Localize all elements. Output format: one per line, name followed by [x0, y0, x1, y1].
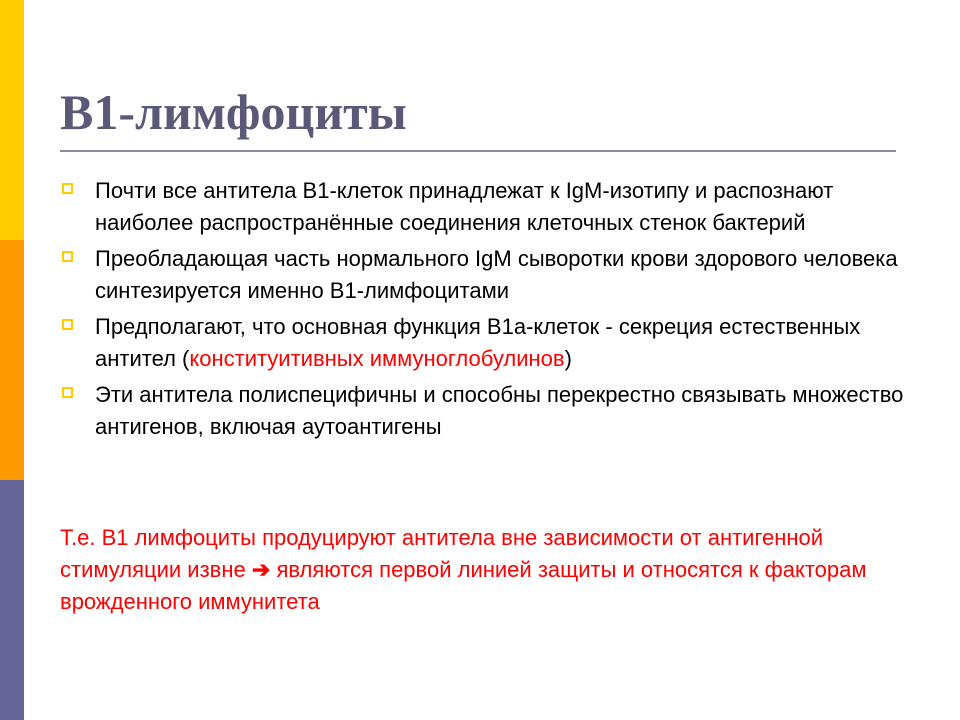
sidebar-color-bars	[0, 0, 24, 720]
bullet-item-2	[60, 243, 920, 307]
right-arrow-icon: ➔	[251, 557, 271, 582]
bullet-item-4	[60, 379, 920, 443]
bullet-text: Эти антитела полиспецифичны и способны перекрестно связывать множество антигенов, включая аутоантигены	[95, 382, 904, 439]
sidebar-bar-purple	[0, 480, 24, 720]
conclusion-part-1: Т.е. В1 лимфоциты продуцируют антитела вне зависимости от антигенной стимуляции извне	[60, 525, 824, 582]
highlighted-term: конституитивных иммуноглобулинов	[189, 346, 565, 371]
bullet-item-1	[60, 175, 920, 239]
bullet-text: Почти все антитела В1-клеток принадлежат к IgM-изотипу и распознают наиболее распространённые соединения клеточных стенок бактерий	[95, 178, 834, 235]
sidebar-bar-yellow	[0, 0, 24, 240]
bullet-item-3	[60, 311, 920, 375]
bullet-text-end: )	[564, 346, 572, 371]
hollow-square-bullet-icon	[62, 319, 73, 330]
sidebar-bar-orange	[0, 240, 24, 480]
title-underline	[60, 150, 896, 152]
bullet-text: Предполагают, что основная функция В1а-клеток - секреция естественных антител (	[95, 314, 861, 371]
hollow-square-bullet-icon	[62, 251, 73, 262]
bullet-list	[60, 175, 920, 447]
hollow-square-bullet-icon	[62, 387, 73, 398]
bullet-text: Преобладающая часть нормального IgM сыворотки крови здорового человека синтезируется именно В1-лимфоцитами	[95, 246, 898, 303]
hollow-square-bullet-icon	[62, 183, 73, 194]
conclusion-text	[60, 522, 920, 618]
slide-title: В1-лимфоциты	[60, 84, 407, 140]
conclusion-part-2: являются первой линией защиты и относятся к факторам врожденного иммунитета	[60, 557, 867, 614]
